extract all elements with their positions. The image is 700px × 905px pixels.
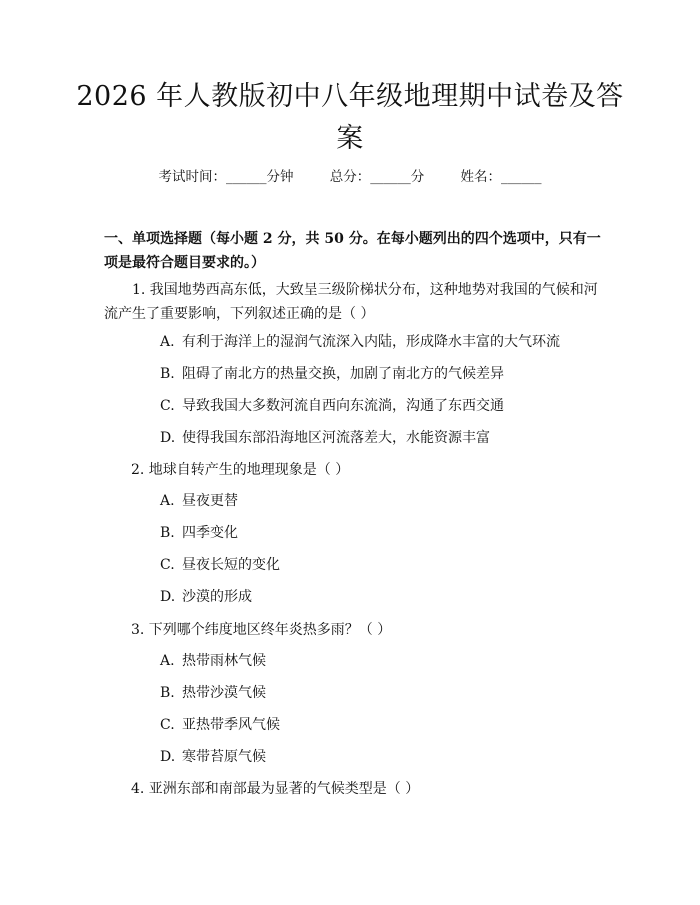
option-text: 昼夜长短的变化 [182,557,280,573]
question-2-stem: 2. 地球自转产生的地理现象是（ ） [131,462,350,478]
option-letter: B. [160,685,175,701]
question-3-option-c [160,715,600,735]
option-text: 导致我国大多数河流自西向东流淌，沟通了东西交通 [182,398,504,414]
option-text: 热带雨林气候 [182,653,266,669]
question-3-stem: 3. 下列哪个纬度地区终年炎热多雨？（ ） [131,622,392,638]
question-1-option-d [160,428,600,448]
question-3-option-d [160,747,600,767]
option-text: 沙漠的形成 [182,589,252,605]
question-1-option-b [160,364,600,384]
option-letter: D. [160,589,176,605]
option-text: 昼夜更替 [182,493,238,509]
option-text: 阻碍了南北方的热量交换，加剧了南北方的气候差异 [182,366,504,382]
option-letter: C. [160,398,175,414]
question-2-option-b [160,523,600,543]
question-1-option-a [160,332,600,352]
question-1-option-c [160,396,600,416]
question-4-stem: 4. 亚洲东部和南部最为显著的气候类型是（ ） [131,781,420,797]
question-2-option-c [160,555,600,575]
option-text: 有利于海洋上的湿润气流深入内陆，形成降水丰富的大气环流 [182,334,560,350]
question-1-stem: 1. 我国地势西高东低，大致呈三级阶梯状分布，这种地势对我国的气候和河流产生了重要影响，下列叙述正确的是（ ） [104,282,598,322]
exam-time-field: 考试时间：______分钟 [158,169,294,185]
option-letter: A. [160,493,175,509]
option-text: 热带沙漠气候 [182,685,266,701]
question-2-option-d [160,587,600,607]
option-text: 使得我国东部沿海地区河流落差大，水能资源丰富 [182,430,490,446]
option-letter: D. [160,749,176,765]
page-title: 2026 年人教版初中八年级地理期中试卷及答案 [76,81,624,154]
question-3-option-b [160,683,600,703]
student-name-field: 姓名：______ [460,169,542,185]
option-letter: A. [160,334,175,350]
option-text: 亚热带季风气候 [182,717,280,733]
option-letter: A. [160,653,175,669]
option-letter: B. [160,525,175,541]
question-3-option-a [160,651,600,671]
option-text: 四季变化 [182,525,238,541]
option-letter: B. [160,366,175,382]
section-heading: 一、单项选择题（每小题 2 分，共 50 分。在每小题列出的四个选项中，只有一项是最符合题目要求的。） [104,231,601,271]
exam-info-line [0,167,700,187]
option-letter: C. [160,557,175,573]
option-letter: D. [160,430,176,446]
option-text: 寒带苔原气候 [182,749,266,765]
total-score-field: 总分：______分 [329,169,425,185]
question-2-option-a [160,491,600,511]
option-letter: C. [160,717,175,733]
